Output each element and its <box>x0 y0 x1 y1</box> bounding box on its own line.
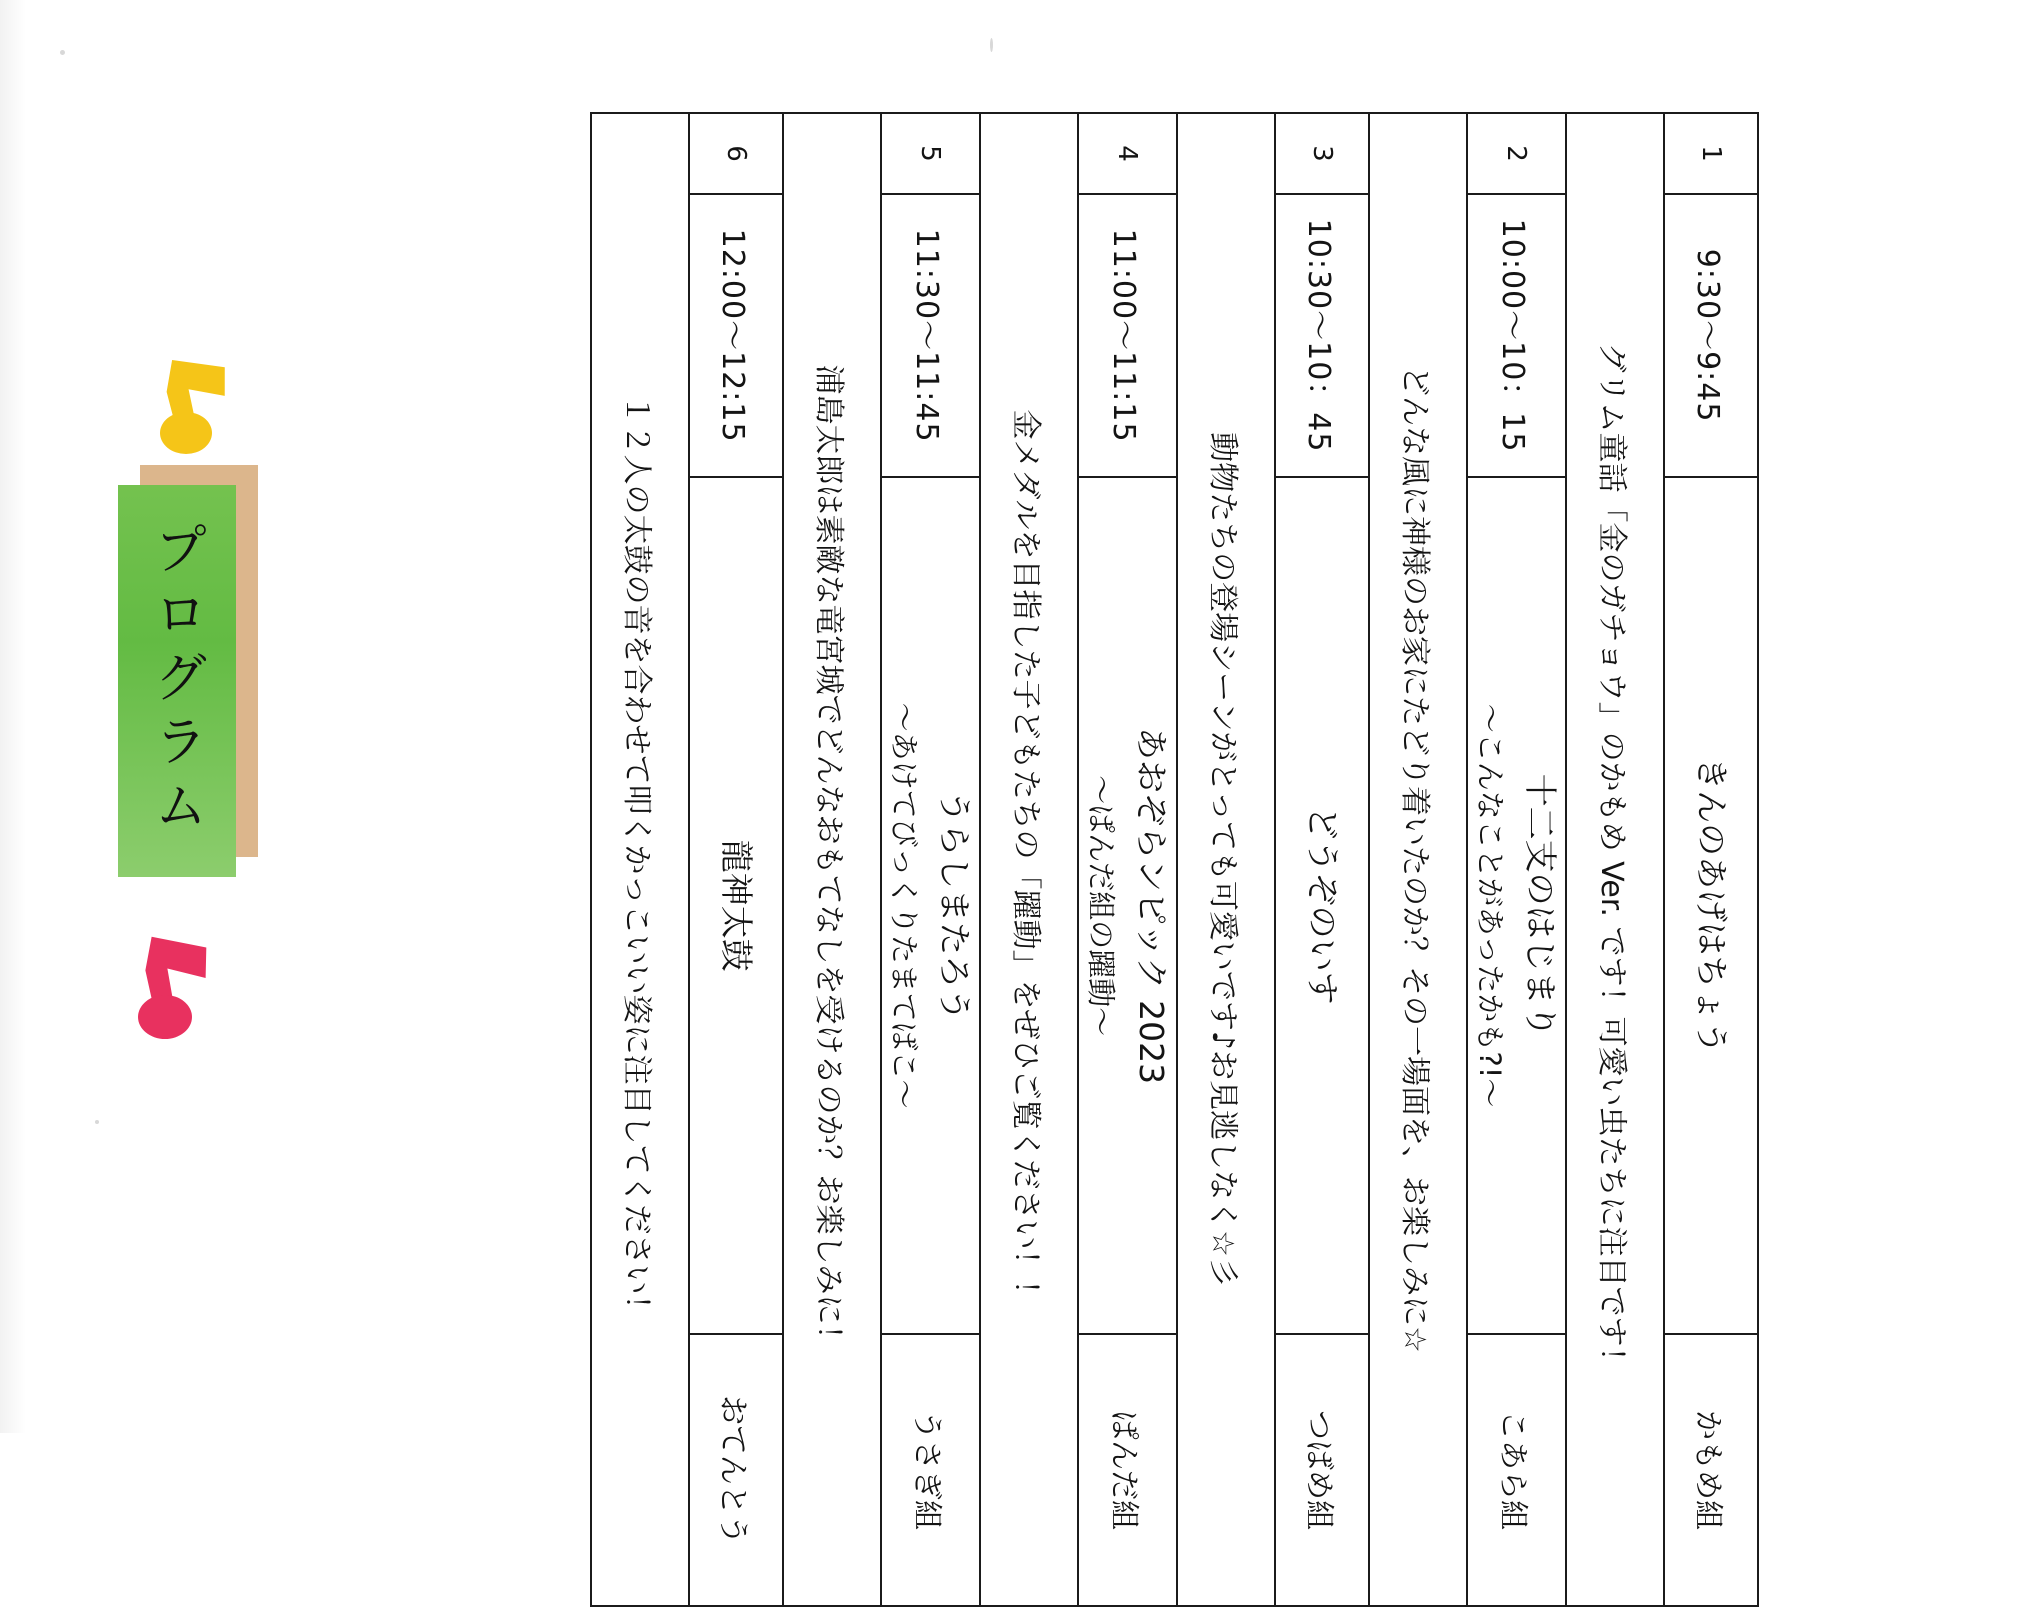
table-row-description <box>1369 113 1467 1606</box>
row-number: 5 <box>881 113 980 194</box>
scan-speck <box>990 38 993 52</box>
row-title-sub: ～こんなことがあったかも?!～ <box>1473 703 1508 1107</box>
row-time: 10:30～10：45 <box>1275 193 1369 476</box>
row-description: グリム童話「金のガチョウ」のかもめ Ver. です！可愛い虫たちに注目です！ <box>1566 113 1664 1606</box>
row-description: １２人の太鼓の音を合わせて叩くかっこいい姿に注目してください！ <box>591 113 689 1606</box>
table-row-description <box>783 113 881 1606</box>
row-number: 6 <box>689 113 783 194</box>
row-time: 11:00～11:15 <box>1078 193 1177 476</box>
row-number: 3 <box>1275 113 1369 194</box>
row-title-sub: ～あけてびっくりたまてばこ～ <box>887 702 922 1109</box>
row-title-sub: ～ぱんだ組の躍動～ <box>1084 774 1119 1036</box>
row-description: どんな風に神様のお家にたどり着いたのか？その一場面を、お楽しみに☆ <box>1369 113 1467 1606</box>
scan-speck <box>95 1120 99 1124</box>
row-title <box>1078 477 1177 1334</box>
row-class: うさぎ組 <box>881 1333 980 1605</box>
program-sheet <box>247 92 1777 1545</box>
table-row-description <box>1177 113 1275 1606</box>
row-title: どうぞのいす <box>1275 477 1369 1334</box>
row-class: つばめ組 <box>1275 1333 1369 1605</box>
program-table <box>590 112 1759 1607</box>
row-description: 動物たちの登場シーンがとっても可愛いです♪お見逃しなく☆彡 <box>1177 113 1275 1606</box>
table-row-description <box>1566 113 1664 1606</box>
table-row-description <box>980 113 1078 1606</box>
page-title: プログラム <box>145 521 209 841</box>
row-title: 龍神太鼓 <box>689 477 783 1334</box>
row-title <box>881 477 980 1334</box>
scan-edge <box>0 0 26 1433</box>
row-class: こあら組 <box>1467 1333 1566 1605</box>
row-class: おてんとう <box>689 1333 783 1605</box>
row-description: 金メダルを目指した子どもたちの「躍動」をぜひご覧ください！！ <box>980 113 1078 1606</box>
row-title: きんのあげはちょう <box>1664 477 1758 1334</box>
table-row <box>689 113 783 1606</box>
row-title-main: あおぞらンピック 2023 <box>1132 726 1171 1084</box>
table-row <box>1275 113 1369 1606</box>
table-row <box>1664 113 1758 1606</box>
table-row <box>1467 113 1566 1606</box>
music-note-yellow-icon <box>150 345 250 455</box>
program-title-block <box>118 485 248 875</box>
table-row <box>881 113 980 1606</box>
row-number: 2 <box>1467 113 1566 194</box>
row-title <box>1467 477 1566 1334</box>
row-time: 11:30～11:45 <box>881 193 980 476</box>
scan-speck <box>60 50 65 55</box>
row-time: 10:00～10：15 <box>1467 193 1566 476</box>
row-class: ぱんだ組 <box>1078 1333 1177 1605</box>
row-number: 4 <box>1078 113 1177 194</box>
row-time: 9:30～9:45 <box>1664 193 1758 476</box>
row-time: 12:00～12:15 <box>689 193 783 476</box>
row-class: かもめ組 <box>1664 1333 1758 1605</box>
music-note-pink-icon <box>125 925 230 1040</box>
row-number: 1 <box>1664 113 1758 194</box>
row-title-main: うらしまたろう <box>935 789 974 1021</box>
row-title-main: 十二支のはじまり <box>1521 773 1560 1038</box>
row-description: 浦島太郎は素敵な竜宮城でどんなおもてなしを受けるのか？お楽しみに！ <box>783 113 881 1606</box>
table-row <box>1078 113 1177 1606</box>
table-row-description <box>591 113 689 1606</box>
